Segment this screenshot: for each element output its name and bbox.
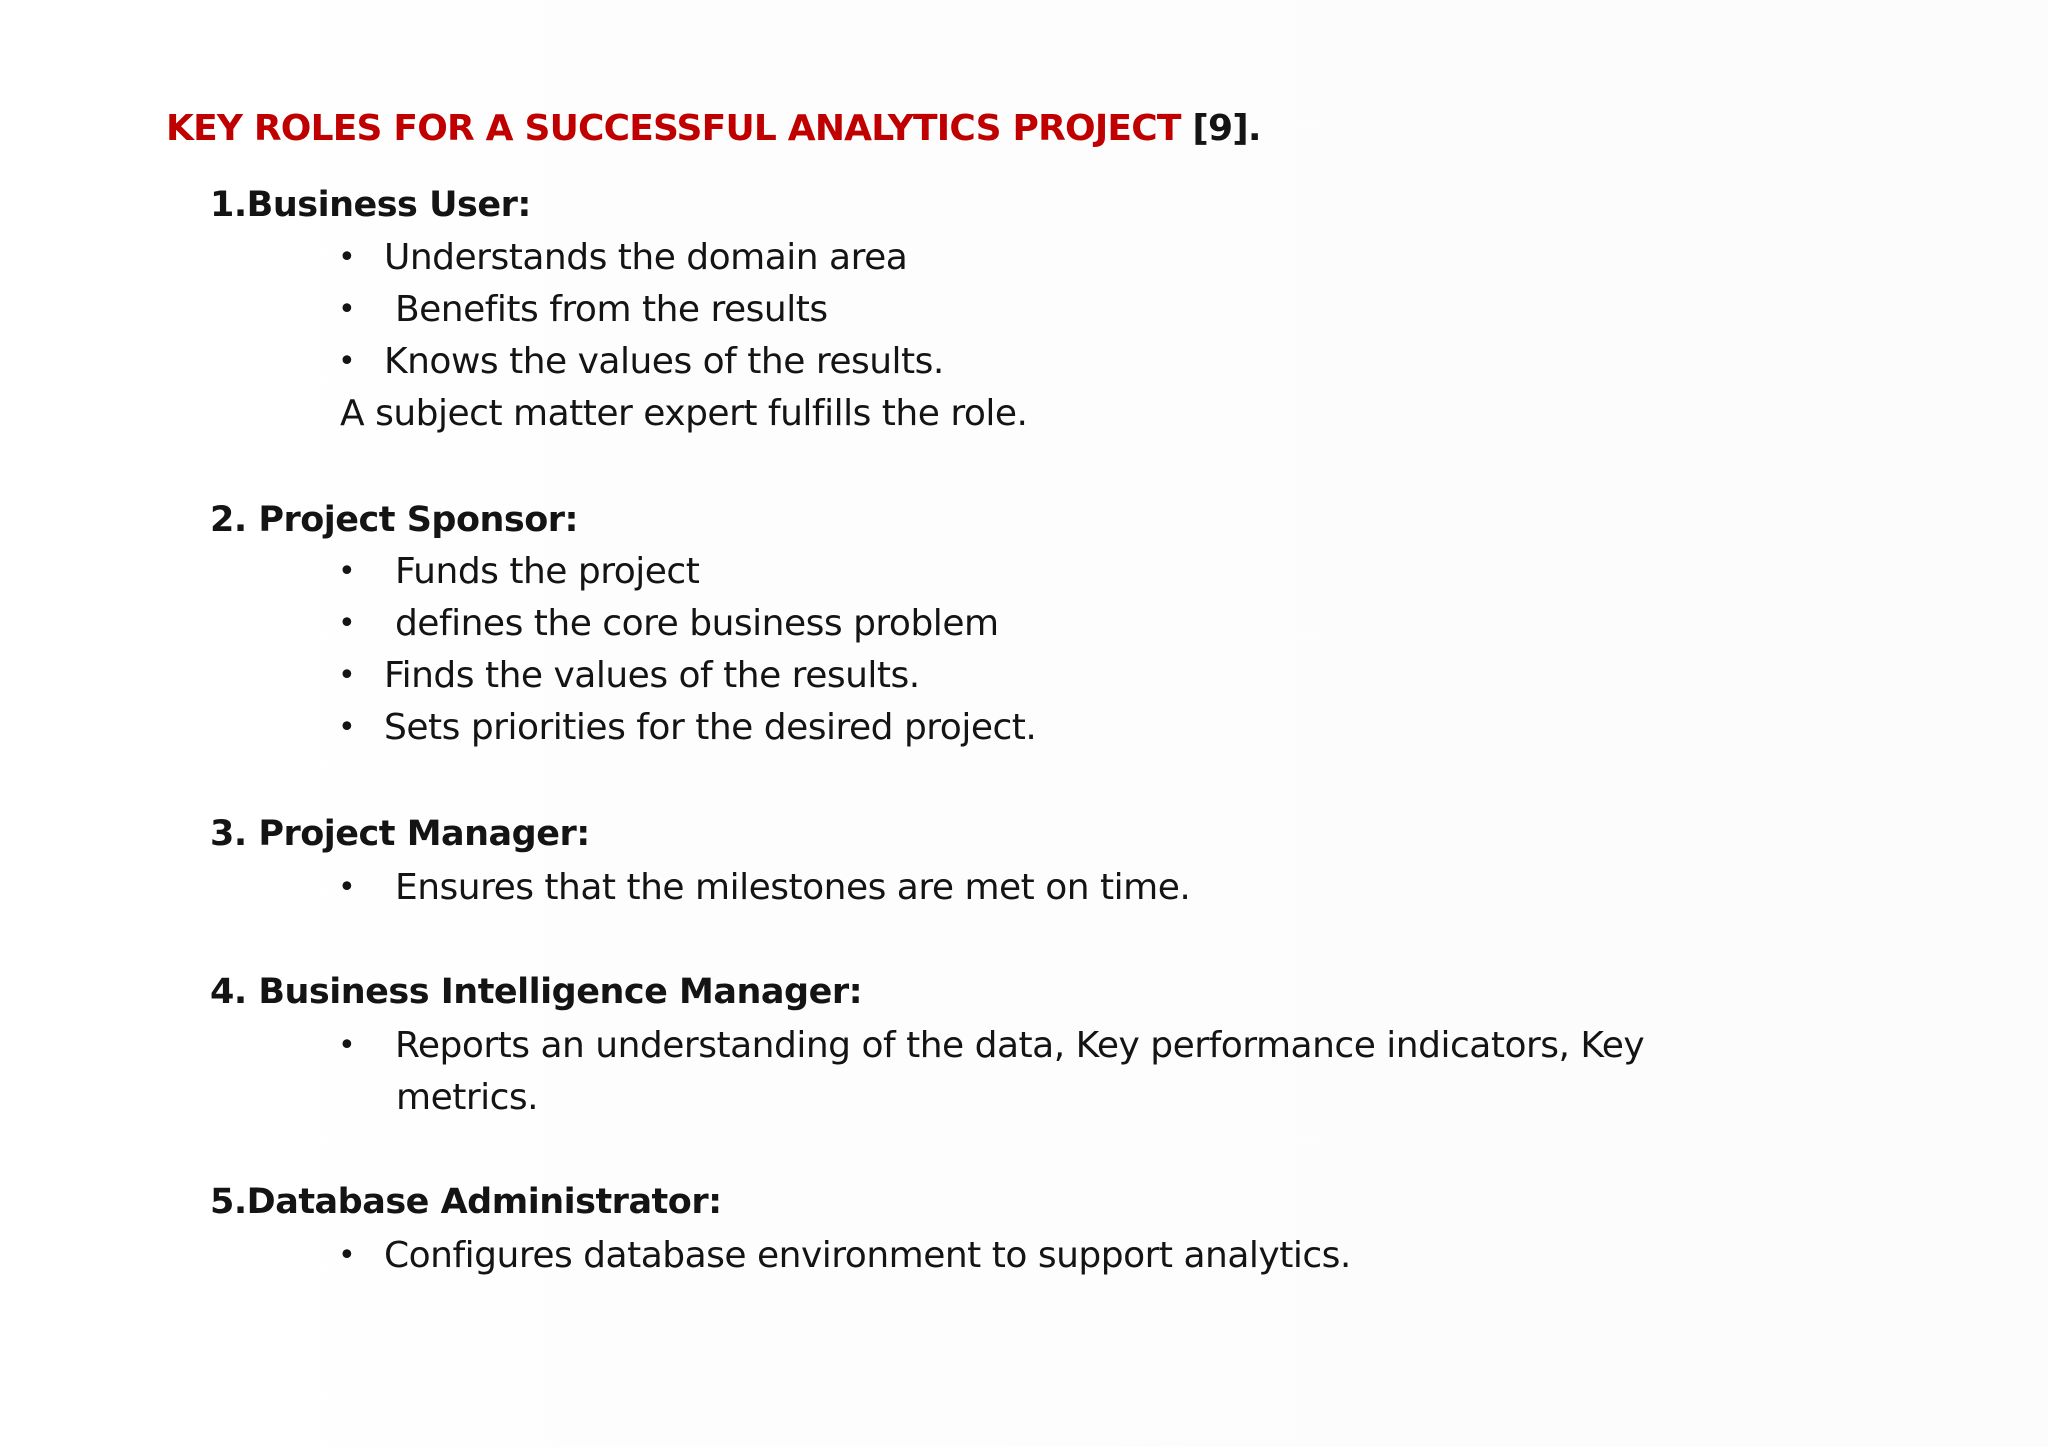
slide-title-main: KEY ROLES FOR A SUCCESSFUL ANALYTICS PROJECT [166,108,1181,149]
slide-title-reference: [9]. [1180,108,1261,149]
role-heading: 3. Project Manager: [210,814,590,854]
role-heading: 2. Project Sponsor: [210,500,579,540]
list-item: Knows the values of the results. [384,341,944,382]
bullet-icon: • [338,710,356,745]
slide-title [166,108,1261,149]
list-item: Ensures that the milestones are met on time. [384,867,1191,908]
bullet-icon: • [338,1238,356,1273]
bullet-icon: • [338,1028,356,1063]
list-item: Benefits from the results [384,289,828,330]
list-item: Sets priorities for the desired project. [384,707,1037,748]
bullet-icon: • [338,240,356,275]
bullet-icon: • [338,658,356,693]
bullet-icon: • [338,554,356,589]
list-item: Configures database environment to support analytics. [384,1235,1351,1276]
role-heading: 1.Business User: [210,185,531,225]
list-item-continuation: metrics. [396,1077,539,1118]
bullet-icon: • [338,344,356,379]
role-heading: 5.Database Administrator: [210,1182,722,1222]
list-item: Finds the values of the results. [384,655,920,696]
bullet-icon: • [338,870,356,905]
role-note: A subject matter expert fulfills the role. [340,393,1028,434]
bullet-icon: • [338,292,356,327]
bullet-icon: • [338,606,356,641]
list-item: defines the core business problem [384,603,999,644]
role-heading: 4. Business Intelligence Manager: [210,972,863,1012]
list-item: Understands the domain area [384,237,908,278]
list-item: Reports an understanding of the data, Key performance indicators, Key [384,1025,1645,1066]
list-item: Funds the project [384,551,700,592]
